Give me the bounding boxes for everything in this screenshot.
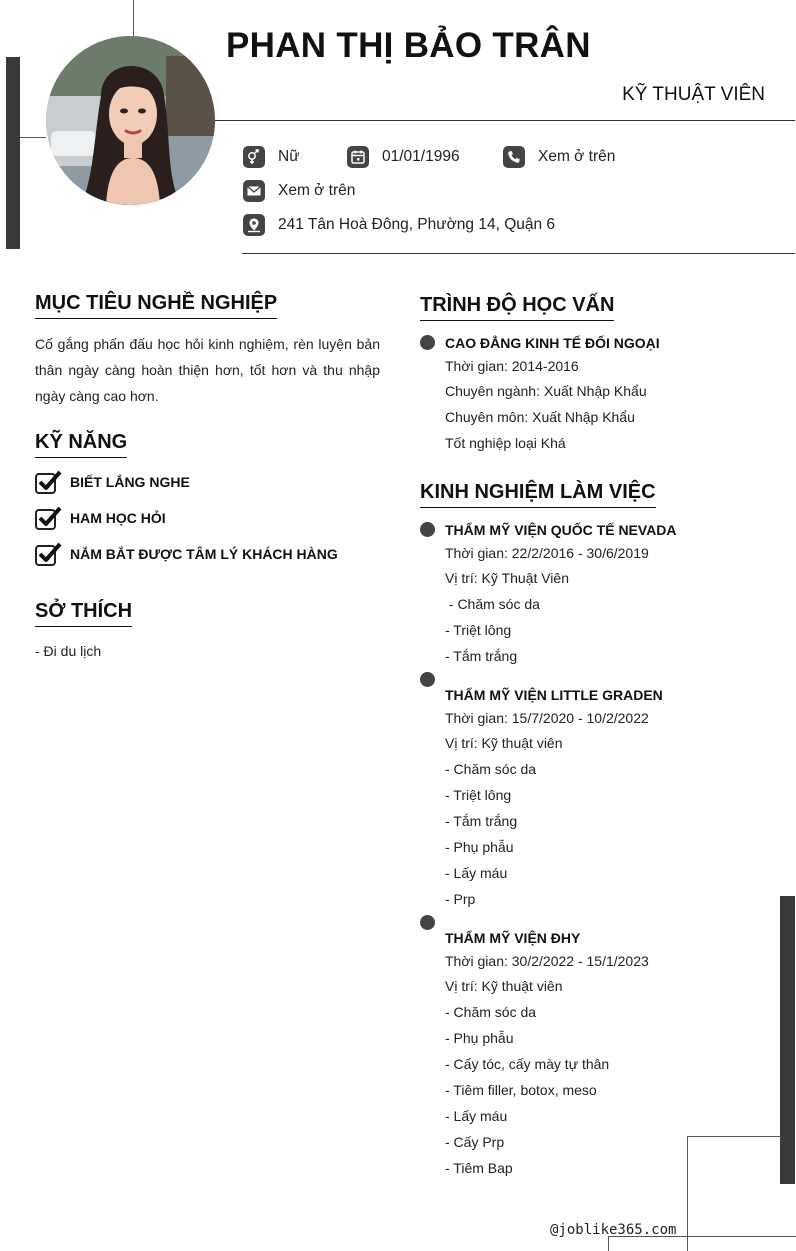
decorative-bar-left (6, 57, 20, 249)
email-value: Xem ở trên (278, 182, 356, 199)
map-pin-icon (243, 214, 265, 236)
job-line: Vị trí: Kỹ thuật viên (445, 978, 563, 994)
education-school: CAO ĐẲNG KINH TẾ ĐỐI NGOẠI (445, 335, 660, 351)
job-line: - Phụ phẫu (445, 839, 514, 855)
job-line: - Tắm trắng (445, 813, 518, 829)
job-line: - Lấy máu (445, 865, 508, 881)
job-line: - Triệt lông (445, 622, 512, 638)
decorative-line (20, 137, 46, 138)
checkbox-checked-icon (35, 506, 62, 530)
section-title-education: TRÌNH ĐỘ HỌC VẤN (420, 294, 614, 321)
objective-text: Cố gắng phấn đấu học hỏi kinh nghiệm, rèn luyện bản thân ngày càng hoàn thiện hơn, tốt hơn và thu nhập ngày càng cao hơn. (35, 336, 380, 404)
job-company: THẨM MỸ VIỆN ĐHY (445, 930, 581, 946)
job-line: Thời gian: 30/2/2022 - 15/1/2023 (445, 953, 649, 969)
education-line: Chuyên ngành: Xuất Nhập Khẩu (445, 383, 647, 399)
bullet-dot-icon (420, 672, 435, 687)
contact-phone (503, 146, 615, 168)
calendar-icon (347, 146, 369, 168)
section-title-skills: KỸ NĂNG (35, 431, 127, 458)
bullet-dot-icon (420, 915, 435, 930)
job-line: - Tắm trắng (445, 648, 518, 664)
job-company: THẨM MỸ VIỆN LITTLE GRADEN (445, 687, 663, 703)
decorative-line (133, 0, 134, 36)
job-line: - Tiêm Bap (445, 1160, 513, 1176)
section-title-experience: KINH NGHIỆM LÀM VIỆC (420, 481, 656, 508)
skill-label: BIẾT LẮNG NGHE (70, 474, 190, 490)
decorative-line (608, 1236, 609, 1251)
job-line: - Chăm sóc da (445, 596, 540, 612)
bullet-dot-icon (420, 335, 435, 350)
job-line: - Chăm sóc da (445, 761, 537, 777)
checkbox-checked-icon (35, 542, 62, 566)
skill-item (35, 542, 338, 566)
skill-label: NẮM BẮT ĐƯỢC TÂM LÝ KHÁCH HÀNG (70, 546, 338, 562)
watermark: @joblike365.com (550, 1222, 677, 1238)
phone-icon (503, 146, 525, 168)
education-line: Tốt nghiệp loại Khá (445, 435, 566, 451)
job-line: Vị trí: Kỹ thuật viên (445, 735, 563, 751)
job-line: - Phụ phẫu (445, 1030, 514, 1046)
contact-gender (243, 146, 300, 168)
gender-icon (243, 146, 265, 168)
hobby-item: - Đi du lịch (35, 643, 102, 659)
header-divider (215, 120, 795, 121)
checkbox-checked-icon (35, 470, 62, 494)
job-line: Thời gian: 15/7/2020 - 10/2/2022 (445, 710, 649, 726)
education-line: Thời gian: 2014-2016 (445, 358, 579, 374)
contact-address (243, 214, 555, 236)
job-line: Vị trí: Kỹ Thuật Viên (445, 570, 569, 586)
job-line: - Prp (445, 891, 476, 907)
job-line: Thời gian: 22/2/2016 - 30/6/2019 (445, 545, 649, 561)
phone-value: Xem ở trên (538, 148, 616, 165)
job-line: - Cấy Prp (445, 1134, 505, 1150)
decorative-frame (687, 1136, 781, 1251)
candidate-name: PHAN THỊ BẢO TRÂN (226, 26, 591, 65)
gender-value: Nữ (278, 148, 300, 165)
contact-birthdate (347, 146, 460, 168)
section-title-objective: MỤC TIÊU NGHỀ NGHIỆP (35, 292, 277, 319)
address-value: 241 Tân Hoà Đông, Phường 14, Quận 6 (278, 216, 556, 233)
skill-item (35, 470, 190, 494)
job-line: - Cấy tóc, cấy mày tự thân (445, 1056, 610, 1072)
job-line: - Chăm sóc da (445, 1004, 537, 1020)
job-line: - Triệt lông (445, 787, 512, 803)
envelope-icon (243, 180, 265, 202)
job-line: - Lấy máu (445, 1108, 508, 1124)
birthdate-value: 01/01/1996 (382, 148, 460, 165)
bullet-dot-icon (420, 522, 435, 537)
skill-item (35, 506, 166, 530)
section-title-hobbies: SỞ THÍCH (35, 600, 132, 627)
job-line: - Tiêm filler, botox, meso (445, 1082, 597, 1098)
job-title: KỸ THUẬT VIÊN (622, 84, 765, 105)
profile-photo (46, 36, 215, 205)
skill-label: HAM HỌC HỎI (70, 510, 166, 526)
contact-divider (242, 253, 795, 254)
job-company: THẨM MỸ VIỆN QUỐC TẾ NEVADA (445, 522, 677, 538)
education-line: Chuyên môn: Xuất Nhập Khẩu (445, 409, 635, 425)
contact-email (243, 180, 355, 202)
decorative-bar-right (780, 896, 795, 1184)
